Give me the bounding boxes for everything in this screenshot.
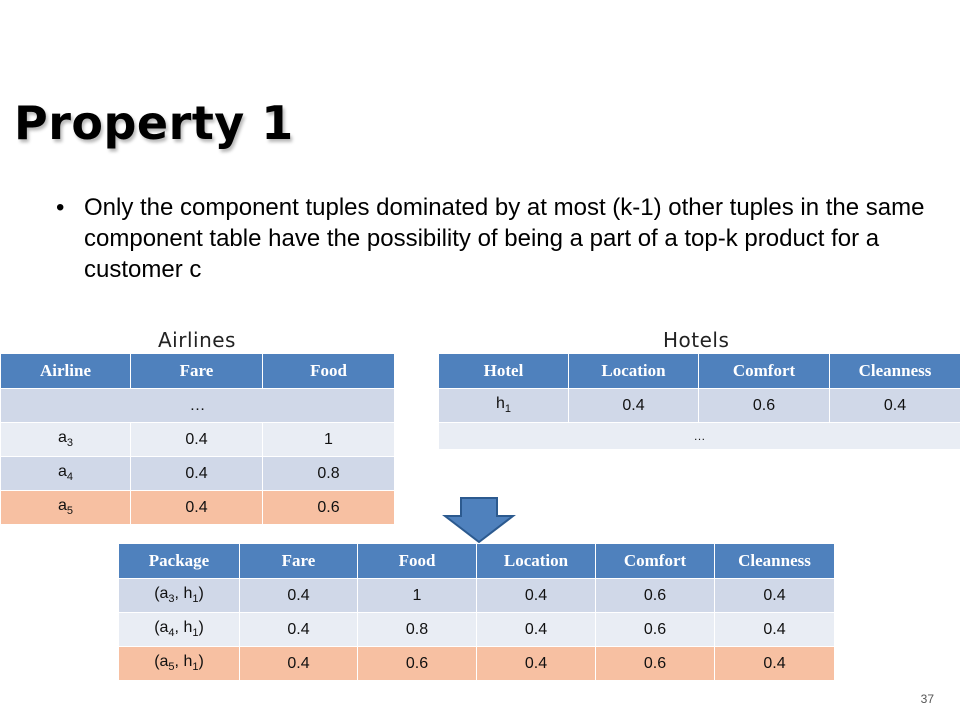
bullet-point <box>56 192 936 285</box>
airline-id: $a_5$ <box>1 491 131 525</box>
hotel-id: $h_1$ <box>439 389 569 423</box>
page-number: 37 <box>920 692 934 706</box>
package-comfort: 0.6 <box>596 613 715 647</box>
bullet-dot-icon: • <box>56 194 65 221</box>
airlines-header-fare: Fare <box>131 354 263 389</box>
table-row <box>439 389 960 423</box>
table-row <box>1 389 395 423</box>
down-arrow-icon <box>441 496 517 544</box>
package-fare: 0.4 <box>240 647 358 681</box>
package-location: 0.4 <box>477 579 596 613</box>
packages-header-fare: Fare <box>240 544 358 579</box>
airline-fare: 0.4 <box>131 457 263 491</box>
package-food: 1 <box>358 579 477 613</box>
package-fare: 0.4 <box>240 579 358 613</box>
hotels-ellipsis: … <box>439 423 960 450</box>
airlines-table <box>0 353 395 525</box>
airlines-header-airline: Airline <box>1 354 131 389</box>
airlines-caption: Airlines <box>158 328 236 352</box>
packages-header-cleanness: Cleanness <box>715 544 835 579</box>
table-row <box>1 457 395 491</box>
package-fare: 0.4 <box>240 613 358 647</box>
packages-header-comfort: Comfort <box>596 544 715 579</box>
package-id: ($a_5$, $h_1$) <box>119 647 240 681</box>
slide-title: Property 1 <box>14 96 294 150</box>
airline-fare: 0.4 <box>131 423 263 457</box>
table-row <box>119 613 835 647</box>
airlines-header-food: Food <box>263 354 395 389</box>
airline-food: 1 <box>263 423 395 457</box>
package-comfort: 0.6 <box>596 647 715 681</box>
hotels-header-comfort: Comfort <box>699 354 830 389</box>
packages-header-package: Package <box>119 544 240 579</box>
table-row <box>119 647 835 681</box>
hotel-comfort: 0.6 <box>699 389 830 423</box>
table-row <box>1 423 395 457</box>
package-food: 0.6 <box>358 647 477 681</box>
hotels-header-hotel: Hotel <box>439 354 569 389</box>
table-row <box>1 491 395 525</box>
package-location: 0.4 <box>477 613 596 647</box>
hotels-table <box>438 353 960 450</box>
package-location: 0.4 <box>477 647 596 681</box>
packages-header-food: Food <box>358 544 477 579</box>
airline-food: 0.6 <box>263 491 395 525</box>
hotel-location: 0.4 <box>569 389 699 423</box>
airline-food: 0.8 <box>263 457 395 491</box>
package-id: ($a_4$, $h_1$) <box>119 613 240 647</box>
package-cleanness: 0.4 <box>715 613 835 647</box>
airline-id: $a_3$ <box>1 423 131 457</box>
packages-table <box>118 543 835 681</box>
package-id: ($a_3$, $h_1$) <box>119 579 240 613</box>
airline-id: $a_4$ <box>1 457 131 491</box>
package-food: 0.8 <box>358 613 477 647</box>
hotels-header-location: Location <box>569 354 699 389</box>
bullet-text: Only the component tuples dominated by at most (k-1) other tuples in the same component table have the possibility of being a part of a top-k product for a customer c <box>84 194 925 283</box>
hotels-header-cleanness: Cleanness <box>830 354 960 389</box>
package-cleanness: 0.4 <box>715 647 835 681</box>
hotels-caption: Hotels <box>663 328 730 352</box>
airline-fare: 0.4 <box>131 491 263 525</box>
table-row <box>439 423 960 450</box>
table-row <box>119 579 835 613</box>
airlines-ellipsis: … <box>1 389 395 423</box>
hotel-cleanness: 0.4 <box>830 389 960 423</box>
packages-header-location: Location <box>477 544 596 579</box>
package-cleanness: 0.4 <box>715 579 835 613</box>
package-comfort: 0.6 <box>596 579 715 613</box>
